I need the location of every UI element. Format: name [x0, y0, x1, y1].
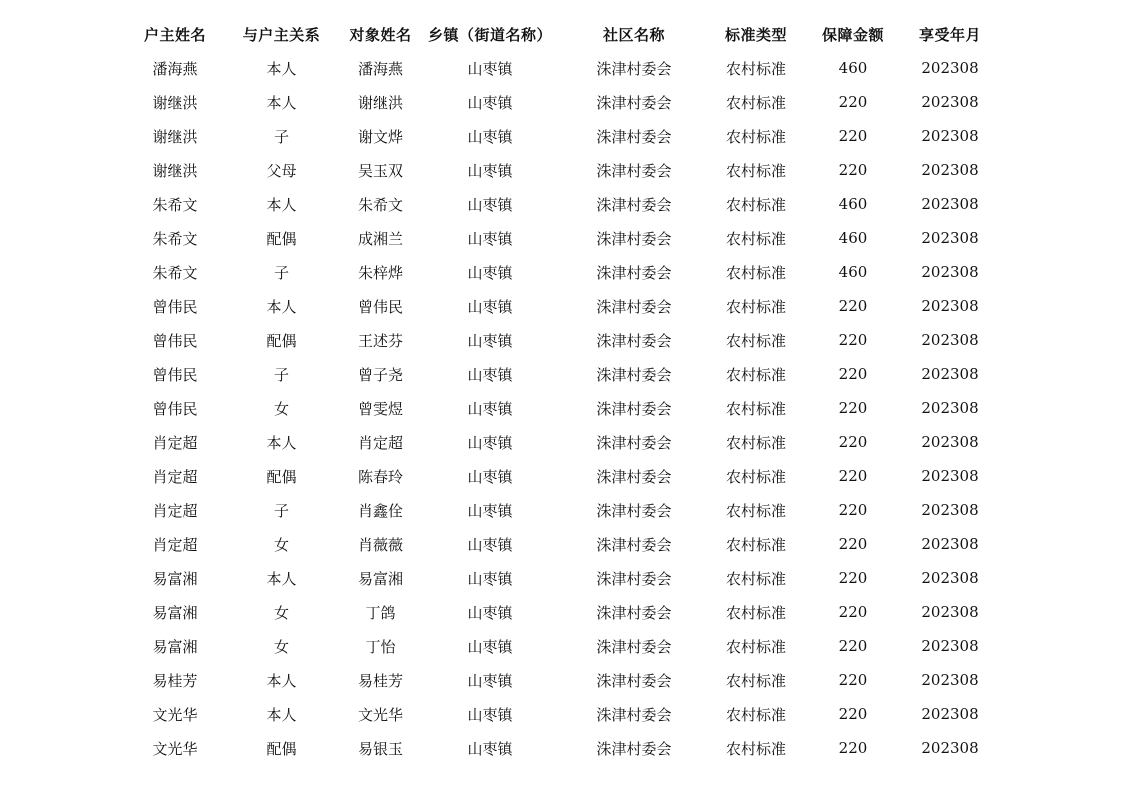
cell-standard-type: 农村标准	[725, 637, 786, 656]
cell-township: 山枣镇	[467, 365, 513, 384]
cell-community-name: 洙津村委会	[596, 93, 672, 112]
cell-beneficiary-name: 朱希文	[357, 195, 403, 214]
cell-township: 山枣镇	[467, 433, 513, 452]
cell-community-name: 洙津村委会	[596, 637, 672, 656]
cell-beneficiary-name: 吴玉双	[357, 161, 403, 180]
cell-township: 山枣镇	[467, 59, 513, 78]
cell-relation-to-head: 本人	[266, 671, 297, 690]
cell-guarantee-amount: 460	[838, 263, 868, 281]
cell-community-name: 洙津村委会	[596, 467, 672, 486]
cell-beneficiary-name: 肖薇薇	[357, 535, 403, 554]
cell-household-head-name: 曾伟民	[152, 297, 198, 316]
cell-relation-to-head: 子	[273, 365, 289, 384]
cell-benefit-month: 202308	[921, 467, 979, 485]
cell-relation-to-head: 本人	[266, 93, 297, 112]
cell-guarantee-amount: 220	[838, 535, 868, 553]
cell-standard-type: 农村标准	[725, 705, 786, 724]
cell-standard-type: 农村标准	[725, 229, 786, 248]
cell-guarantee-amount: 220	[838, 93, 868, 111]
cell-standard-type: 农村标准	[725, 195, 786, 214]
cell-community-name: 洙津村委会	[596, 433, 672, 452]
cell-beneficiary-name: 丁怡	[365, 637, 396, 656]
cell-household-head-name: 曾伟民	[152, 399, 198, 418]
cell-community-name: 洙津村委会	[596, 501, 672, 520]
cell-relation-to-head: 子	[273, 263, 289, 282]
cell-relation-to-head: 配偶	[266, 467, 297, 486]
cell-benefit-month: 202308	[921, 93, 979, 111]
cell-standard-type: 农村标准	[725, 59, 786, 78]
table-row	[128, 663, 998, 697]
table-row	[128, 629, 998, 663]
cell-community-name: 洙津村委会	[596, 161, 672, 180]
cell-household-head-name: 曾伟民	[152, 331, 198, 350]
cell-beneficiary-name: 潘海燕	[357, 59, 403, 78]
cell-community-name: 洙津村委会	[596, 535, 672, 554]
table-row	[128, 493, 998, 527]
cell-community-name: 洙津村委会	[596, 195, 672, 214]
cell-community-name: 洙津村委会	[596, 331, 672, 350]
cell-benefit-month: 202308	[921, 365, 979, 383]
cell-community-name: 洙津村委会	[596, 569, 672, 588]
cell-community-name: 洙津村委会	[596, 365, 672, 384]
cell-relation-to-head: 配偶	[266, 739, 297, 758]
cell-benefit-month: 202308	[921, 569, 979, 587]
cell-benefit-month: 202308	[921, 433, 979, 451]
cell-beneficiary-name: 朱梓烨	[357, 263, 403, 282]
cell-community-name: 洙津村委会	[596, 739, 672, 758]
cell-benefit-month: 202308	[921, 501, 979, 519]
cell-household-head-name: 肖定超	[152, 501, 198, 520]
cell-benefit-month: 202308	[921, 603, 979, 621]
cell-household-head-name: 谢继洪	[152, 127, 198, 146]
table-row	[128, 221, 998, 255]
cell-relation-to-head: 配偶	[266, 331, 297, 350]
cell-standard-type: 农村标准	[725, 671, 786, 690]
cell-guarantee-amount: 220	[838, 433, 868, 451]
cell-household-head-name: 易富湘	[152, 637, 198, 656]
cell-household-head-name: 朱希文	[152, 195, 198, 214]
cell-township: 山枣镇	[467, 93, 513, 112]
cell-beneficiary-name: 谢继洪	[357, 93, 403, 112]
table-row	[128, 153, 998, 187]
cell-guarantee-amount: 220	[838, 297, 868, 315]
cell-beneficiary-name: 易桂芳	[357, 671, 403, 690]
cell-beneficiary-name: 曾雯煜	[357, 399, 403, 418]
cell-guarantee-amount: 220	[838, 365, 868, 383]
table-row	[128, 51, 998, 85]
cell-guarantee-amount: 220	[838, 739, 868, 757]
table-row	[128, 425, 998, 459]
cell-household-head-name: 潘海燕	[152, 59, 198, 78]
cell-beneficiary-name: 曾伟民	[357, 297, 403, 316]
column-header-household-head-name: 户主姓名	[143, 25, 206, 44]
cell-beneficiary-name: 成湘兰	[357, 229, 403, 248]
cell-guarantee-amount: 220	[838, 331, 868, 349]
cell-standard-type: 农村标准	[725, 603, 786, 622]
cell-household-head-name: 文光华	[152, 739, 198, 758]
cell-household-head-name: 朱希文	[152, 263, 198, 282]
cell-township: 山枣镇	[467, 671, 513, 690]
table-row	[128, 697, 998, 731]
cell-relation-to-head: 子	[273, 501, 289, 520]
table-row	[128, 323, 998, 357]
cell-benefit-month: 202308	[921, 263, 979, 281]
cell-household-head-name: 谢继洪	[152, 161, 198, 180]
cell-township: 山枣镇	[467, 569, 513, 588]
cell-benefit-month: 202308	[921, 671, 979, 689]
cell-guarantee-amount: 220	[838, 569, 868, 587]
cell-relation-to-head: 女	[273, 603, 289, 622]
cell-relation-to-head: 女	[273, 637, 289, 656]
table-row	[128, 85, 998, 119]
cell-relation-to-head: 本人	[266, 195, 297, 214]
cell-household-head-name: 曾伟民	[152, 365, 198, 384]
cell-township: 山枣镇	[467, 467, 513, 486]
cell-benefit-month: 202308	[921, 229, 979, 247]
cell-household-head-name: 文光华	[152, 705, 198, 724]
column-header-community-name: 社区名称	[602, 25, 665, 44]
cell-guarantee-amount: 460	[838, 229, 868, 247]
cell-benefit-month: 202308	[921, 297, 979, 315]
cell-community-name: 洙津村委会	[596, 705, 672, 724]
cell-standard-type: 农村标准	[725, 127, 786, 146]
cell-community-name: 洙津村委会	[596, 229, 672, 248]
cell-guarantee-amount: 220	[838, 161, 868, 179]
column-header-guarantee-amount: 保障金额	[821, 25, 884, 44]
header-row	[128, 17, 998, 51]
cell-relation-to-head: 父母	[266, 161, 297, 180]
cell-standard-type: 农村标准	[725, 433, 786, 452]
cell-standard-type: 农村标准	[725, 365, 786, 384]
cell-standard-type: 农村标准	[725, 263, 786, 282]
cell-township: 山枣镇	[467, 399, 513, 418]
cell-community-name: 洙津村委会	[596, 59, 672, 78]
cell-benefit-month: 202308	[921, 59, 979, 77]
cell-household-head-name: 肖定超	[152, 535, 198, 554]
cell-standard-type: 农村标准	[725, 161, 786, 180]
cell-standard-type: 农村标准	[725, 93, 786, 112]
column-header-beneficiary-name: 对象姓名	[349, 25, 412, 44]
table-header	[128, 17, 998, 51]
cell-relation-to-head: 本人	[266, 297, 297, 316]
table-row	[128, 731, 998, 765]
cell-benefit-month: 202308	[921, 161, 979, 179]
cell-household-head-name: 肖定超	[152, 467, 198, 486]
table-row	[128, 187, 998, 221]
cell-township: 山枣镇	[467, 297, 513, 316]
cell-township: 山枣镇	[467, 263, 513, 282]
cell-standard-type: 农村标准	[725, 467, 786, 486]
cell-beneficiary-name: 肖定超	[357, 433, 403, 452]
table-row	[128, 561, 998, 595]
cell-community-name: 洙津村委会	[596, 603, 672, 622]
subsidy-table	[128, 17, 998, 765]
table-row	[128, 255, 998, 289]
column-header-relation-to-head: 与户主关系	[242, 25, 321, 44]
cell-township: 山枣镇	[467, 331, 513, 350]
cell-benefit-month: 202308	[921, 399, 979, 417]
cell-community-name: 洙津村委会	[596, 127, 672, 146]
cell-benefit-month: 202308	[921, 705, 979, 723]
cell-benefit-month: 202308	[921, 535, 979, 553]
cell-township: 山枣镇	[467, 127, 513, 146]
table-row	[128, 289, 998, 323]
cell-guarantee-amount: 220	[838, 637, 868, 655]
cell-township: 山枣镇	[467, 161, 513, 180]
cell-beneficiary-name: 肖鑫佺	[357, 501, 403, 520]
table-row	[128, 391, 998, 425]
column-header-benefit-month: 享受年月	[918, 25, 981, 44]
cell-standard-type: 农村标准	[725, 739, 786, 758]
cell-household-head-name: 易富湘	[152, 603, 198, 622]
table-row	[128, 459, 998, 493]
cell-township: 山枣镇	[467, 637, 513, 656]
cell-community-name: 洙津村委会	[596, 671, 672, 690]
cell-standard-type: 农村标准	[725, 297, 786, 316]
table-row	[128, 595, 998, 629]
cell-benefit-month: 202308	[921, 331, 979, 349]
cell-township: 山枣镇	[467, 739, 513, 758]
cell-community-name: 洙津村委会	[596, 297, 672, 316]
cell-relation-to-head: 子	[273, 127, 289, 146]
cell-guarantee-amount: 220	[838, 705, 868, 723]
cell-relation-to-head: 女	[273, 399, 289, 418]
cell-household-head-name: 谢继洪	[152, 93, 198, 112]
table-body	[128, 51, 998, 765]
cell-relation-to-head: 本人	[266, 705, 297, 724]
cell-standard-type: 农村标准	[725, 501, 786, 520]
cell-benefit-month: 202308	[921, 127, 979, 145]
table-row	[128, 527, 998, 561]
cell-household-head-name: 朱希文	[152, 229, 198, 248]
cell-standard-type: 农村标准	[725, 331, 786, 350]
cell-guarantee-amount: 460	[838, 195, 868, 213]
cell-household-head-name: 易桂芳	[152, 671, 198, 690]
table-row	[128, 119, 998, 153]
cell-standard-type: 农村标准	[725, 535, 786, 554]
cell-guarantee-amount: 460	[838, 59, 868, 77]
cell-guarantee-amount: 220	[838, 603, 868, 621]
cell-township: 山枣镇	[467, 535, 513, 554]
cell-beneficiary-name: 曾子尧	[357, 365, 403, 384]
cell-relation-to-head: 本人	[266, 569, 297, 588]
cell-guarantee-amount: 220	[838, 501, 868, 519]
cell-household-head-name: 肖定超	[152, 433, 198, 452]
cell-township: 山枣镇	[467, 603, 513, 622]
table-row	[128, 357, 998, 391]
cell-township: 山枣镇	[467, 195, 513, 214]
cell-beneficiary-name: 谢文烨	[357, 127, 403, 146]
cell-relation-to-head: 配偶	[266, 229, 297, 248]
cell-beneficiary-name: 文光华	[357, 705, 403, 724]
cell-relation-to-head: 本人	[266, 433, 297, 452]
column-header-standard-type: 标准类型	[724, 25, 787, 44]
column-header-township: 乡镇（街道名称）	[427, 25, 552, 44]
cell-benefit-month: 202308	[921, 637, 979, 655]
cell-benefit-month: 202308	[921, 195, 979, 213]
cell-standard-type: 农村标准	[725, 569, 786, 588]
cell-township: 山枣镇	[467, 501, 513, 520]
cell-relation-to-head: 女	[273, 535, 289, 554]
cell-standard-type: 农村标准	[725, 399, 786, 418]
cell-township: 山枣镇	[467, 705, 513, 724]
cell-beneficiary-name: 陈春玲	[357, 467, 403, 486]
cell-guarantee-amount: 220	[838, 127, 868, 145]
cell-township: 山枣镇	[467, 229, 513, 248]
cell-guarantee-amount: 220	[838, 399, 868, 417]
cell-relation-to-head: 本人	[266, 59, 297, 78]
cell-guarantee-amount: 220	[838, 467, 868, 485]
cell-beneficiary-name: 王述芬	[357, 331, 403, 350]
cell-guarantee-amount: 220	[838, 671, 868, 689]
cell-beneficiary-name: 易银玉	[357, 739, 403, 758]
cell-household-head-name: 易富湘	[152, 569, 198, 588]
cell-beneficiary-name: 易富湘	[357, 569, 403, 588]
cell-beneficiary-name: 丁鸽	[365, 603, 396, 622]
cell-benefit-month: 202308	[921, 739, 979, 757]
cell-community-name: 洙津村委会	[596, 263, 672, 282]
cell-community-name: 洙津村委会	[596, 399, 672, 418]
